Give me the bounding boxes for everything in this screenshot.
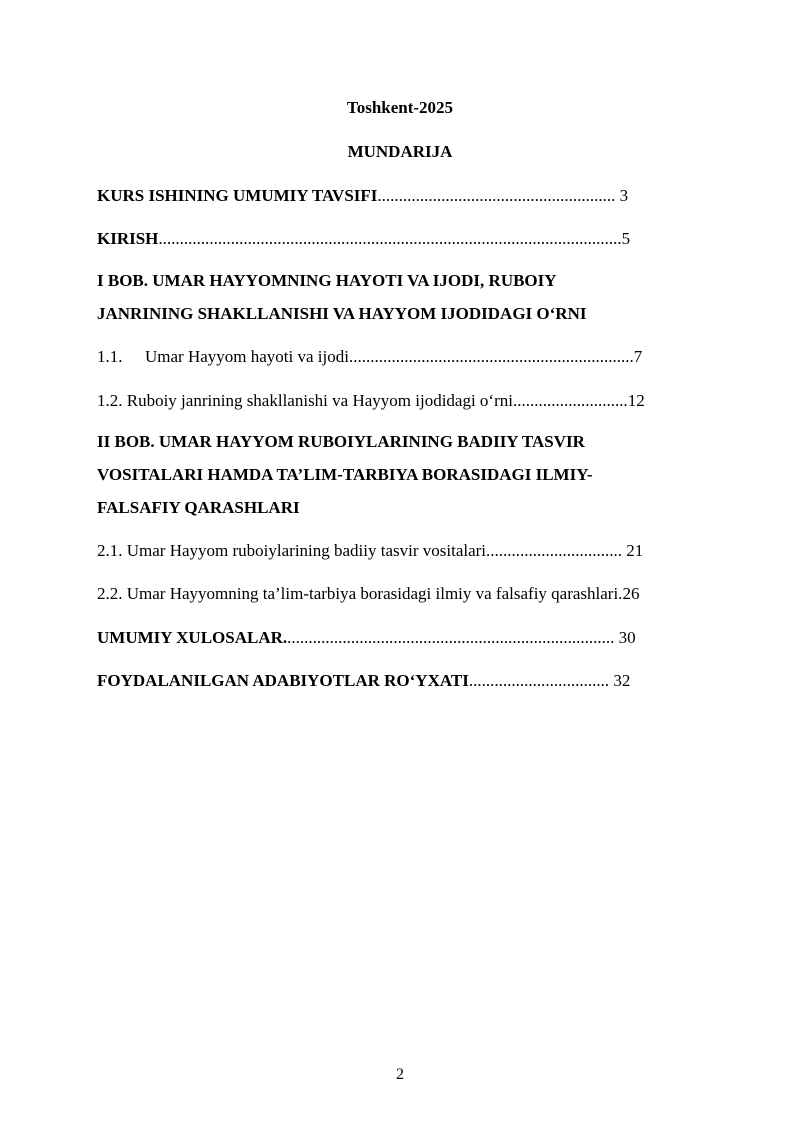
- toc-entry-conclusions[interactable]: [97, 628, 636, 648]
- toc-entry-text: 1.2. Ruboiy janrining shakllanishi va Hayyom ijodidagi o‘rni: [97, 391, 513, 410]
- toc-entry-text: Umar Hayyom hayoti va ijodi: [145, 347, 349, 366]
- toc-page: 30: [614, 628, 636, 647]
- toc-leader: ................................: [486, 541, 623, 560]
- toc-leader: ...........................: [512, 391, 628, 410]
- chapter-heading-line: VOSITALARI HAMDA TA’LIM-TARBIYA BORASIDAGI ILMIY-: [97, 465, 593, 484]
- chapter-heading-line: FALSAFIY QARASHLARI: [97, 498, 300, 517]
- toc-chapter-1-heading[interactable]: [97, 264, 586, 330]
- chapter-heading-line: JANRINING SHAKLLANISHI VA HAYYOM IJODIDAGI O‘RNI: [97, 304, 587, 323]
- toc-page: 32: [609, 671, 631, 690]
- toc-entry-text: UMUMIY XULOSALAR.: [97, 628, 288, 647]
- chapter-heading-line: I BOB. UMAR HAYYOMNING HAYOTI VA IJODI, RUBOIY: [97, 271, 557, 290]
- toc-entry-text: 2.2. Umar Hayyomning ta’lim-tarbiya borasidagi ilmiy va falsafiy qarashlari.: [97, 584, 623, 603]
- toc-page: 5: [621, 229, 631, 248]
- toc-leader: .............................................................................: [287, 628, 615, 647]
- toc-entry-general-description[interactable]: [97, 186, 628, 206]
- toc-page: 3: [615, 186, 629, 205]
- toc-leader: ...................................................................: [348, 347, 634, 366]
- toc-entry-2-1[interactable]: [97, 541, 643, 561]
- toc-entry-number: 1.1.: [97, 347, 123, 366]
- toc-page: 7: [633, 347, 643, 366]
- toc-entry-text: KIRISH: [97, 229, 159, 248]
- toc-leader: ........................................................: [377, 186, 616, 205]
- chapter-heading-line: II BOB. UMAR HAYYOM RUBOIYLARINING BADIIY TASVIR: [97, 432, 585, 451]
- toc-entry-introduction[interactable]: [97, 229, 630, 249]
- toc-entry-bibliography[interactable]: [97, 671, 630, 691]
- city-year: Toshkent-2025: [346, 98, 454, 117]
- toc-entry-1-1[interactable]: [97, 347, 642, 367]
- toc-title: MUNDARIJA: [347, 142, 453, 161]
- toc-entry-1-2[interactable]: [97, 391, 645, 411]
- toc-page: 12: [627, 391, 645, 410]
- toc-page: 26: [622, 584, 640, 603]
- toc-entry-text: 2.1. Umar Hayyom ruboiylarining badiiy tasvir vositalari: [97, 541, 487, 560]
- toc-page: 21: [622, 541, 644, 560]
- toc-entry-text: FOYDALANILGAN ADABIYOTLAR RO‘YXATI: [97, 671, 469, 690]
- toc-entry-text: KURS ISHINING UMUMIY TAVSIFI: [97, 186, 378, 205]
- toc-leader: .............................................................................................................: [158, 229, 622, 248]
- page-number: 2: [396, 1066, 404, 1083]
- toc-leader: .................................: [468, 671, 610, 690]
- toc-chapter-2-heading[interactable]: [97, 425, 593, 524]
- toc-entry-2-2[interactable]: [97, 584, 639, 604]
